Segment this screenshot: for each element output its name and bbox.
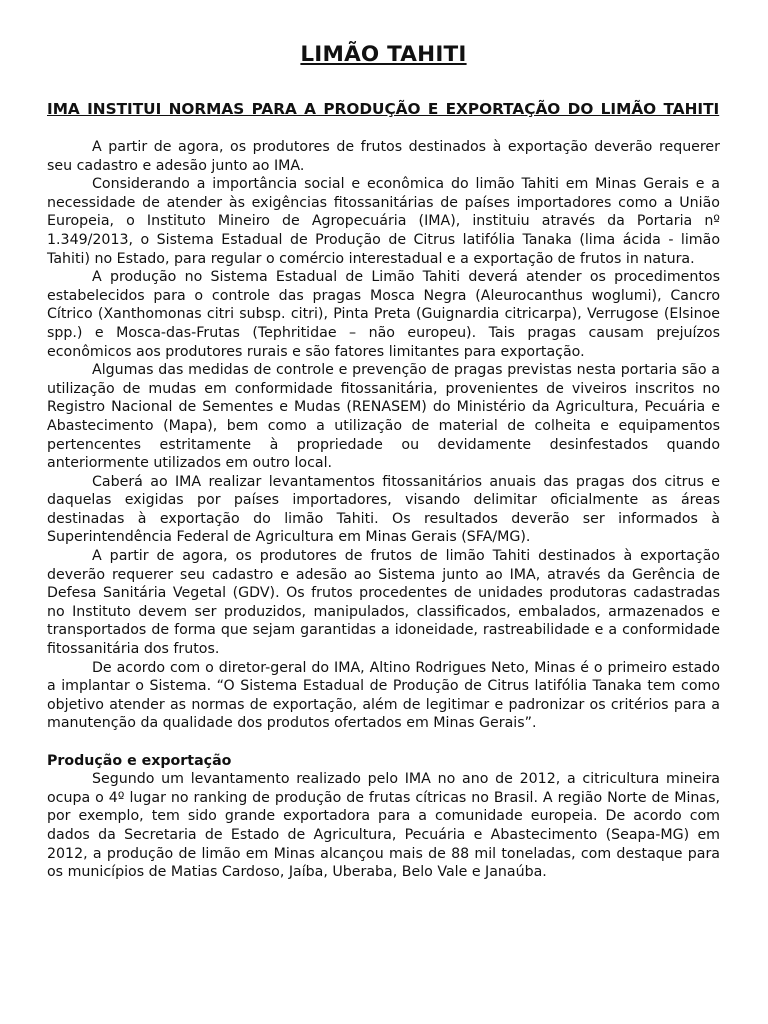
paragraph: De acordo com o diretor-geral do IMA, Altino Rodrigues Neto, Minas é o primeiro estado a implantar o Sistema. “O Sistema Estadual de Produção de Citrus latifólia Tanaka tem como objetivo atender as normas de exportação, além de legitimar e padronizar os critérios para a manutenção da qualidade dos produtos ofertados em Minas Gerais”.: [47, 659, 720, 732]
paragraph: Considerando a importância social e econômica do limão Tahiti em Minas Gerais e a necessidade de atender às exigências fitossanitárias de países importadores como a União Europeia, o Instituto Mineiro de Agropecuária (IMA), instituiu através da Portaria nº 1.349/2013, o Sistema Estadual de Produção de Citrus latifólia Tanaka (lima ácida - limão Tahiti) no Estado, para regular o comércio interestadual e a exportação de frutos in natura.: [47, 176, 720, 267]
document-body: [47, 138, 720, 882]
paragraph: Caberá ao IMA realizar levantamentos fitossanitários anuais das pragas dos citrus e daquelas exigidas por países importadores, visando delimitar oficialmente as áreas destinadas à exportação do limão Tahiti. Os resultados deverão ser informados à Superintendência Federal de Agricultura em Minas Gerais (SFA/MG).: [47, 473, 720, 546]
paragraph: Segundo um levantamento realizado pelo IMA no ano de 2012, a citricultura mineira ocupa o 4º lugar no ranking de produção de frutas cítricas no Brasil. A região Norte de Minas, por exemplo, tem sido grande exportadora para a comunidade europeia. De acordo com dados da Secretaria de Estado de Agricultura, Pecuária e Abastecimento (Seapa-MG) em 2012, a produção de limão em Minas alcançou mais de 88 mil toneladas, com destaque para os municípios de Matias Cardoso, Jaíba, Uberaba, Belo Vale e Janaúba.: [47, 771, 720, 881]
section-heading: Produção e exportação: [47, 752, 232, 769]
paragraph: Algumas das medidas de controle e prevenção de pragas previstas nesta portaria são a utilização de mudas em conformidade fitossanitária, provenientes de viveiros inscritos no Registro Nacional de Sementes e Mudas (RENASEM) do Ministério da Agricultura, Pecuária e Abastecimento (Mapa), bem como a utilização de material de colheita e equipamentos pertencentes estritamente à propriedade ou devidamente desinfestados quando anteriormente utilizados em outro local.: [47, 362, 720, 472]
document-subtitle: IMA INSTITUI NORMAS PARA A PRODUÇÃO E EXPORTAÇÃO DO LIMÃO TAHITI: [47, 100, 720, 118]
paragraph: A produção no Sistema Estadual de Limão Tahiti deverá atender os procedimentos estabelecidos para o controle das pragas Mosca Negra (Aleurocanthus woglumi), Cancro Cítrico (Xanthomonas citri subsp. citri), Pinta Preta (Guignardia citricarpa), Verrugose (Elsinoe spp.) e Mosca-das-Frutas (Tephritidae – não europeu). Tais pragas causam prejuízos econômicos aos produtores rurais e são fatores limitantes para exportação.: [47, 269, 720, 360]
paragraph: A partir de agora, os produtores de frutos destinados à exportação deverão requerer seu cadastro e adesão junto ao IMA.: [47, 139, 720, 174]
document-title: LIMÃO TAHITI: [300, 42, 467, 67]
paragraph: A partir de agora, os produtores de frutos de limão Tahiti destinados à exportação deverão requerer seu cadastro e adesão ao Sistema junto ao IMA, através da Gerência de Defesa Sanitária Vegetal (GDV). Os frutos procedentes de unidades produtoras cadastradas no Instituto devem ser produzidos, manipulados, classificados, embalados, armazenados e transportados de forma que sejam garantidas a idoneidade, rastreabilidade e a conformidade fitossanitária dos frutos.: [47, 548, 720, 658]
